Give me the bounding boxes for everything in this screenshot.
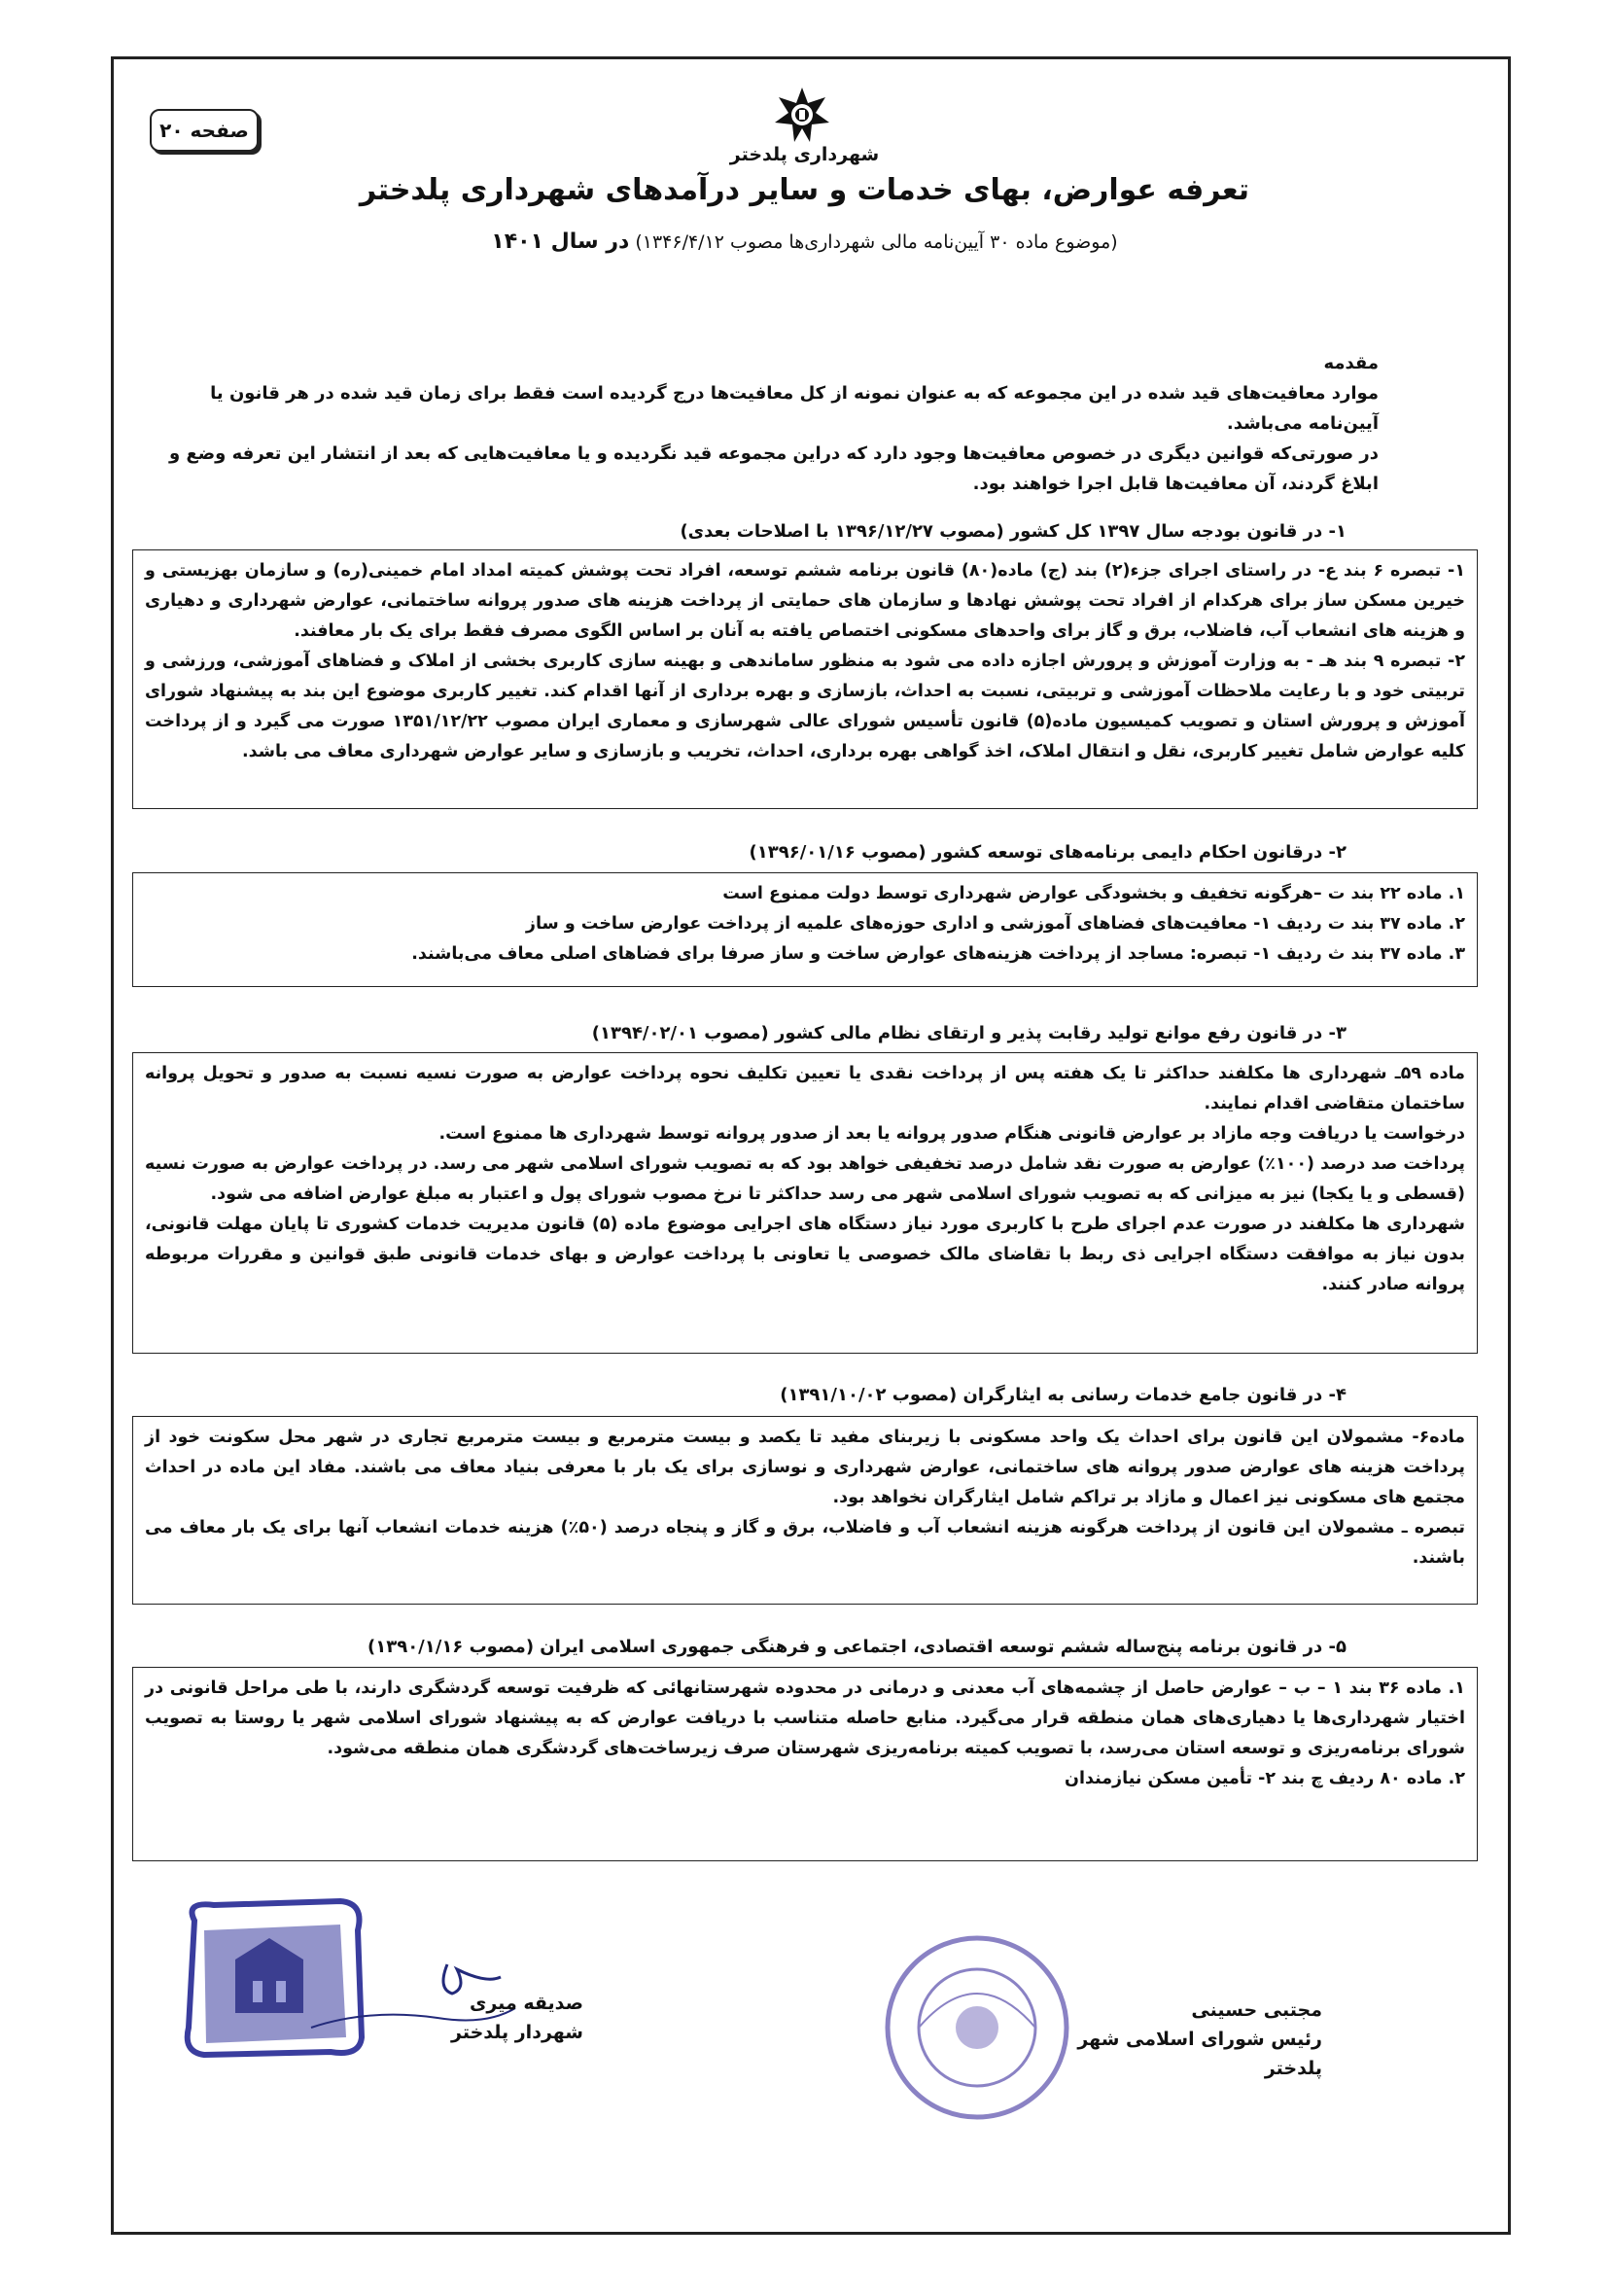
document-subtitle bbox=[0, 230, 1609, 254]
section-heading: ۵- در قانون برنامه پنج‌ساله ششم توسعه اقتصادی، اجتماعی و فرهنگی جمهوری اسلامی ایران (مصوب ۱۳۹۰/۱/۱۶) bbox=[367, 1637, 1347, 1657]
introduction bbox=[146, 348, 1379, 499]
section-box bbox=[132, 1667, 1478, 1861]
section-paragraph: ۱. ماده ۳۶ بند ۱ – ب – عوارض حاصل از چشمه‌های آب معدنی و درمانی در محدوده شهرستانهائی که ظرفیت توسعه گردشگری دارند، با طی مراحل قانونی در اختیار شهرداری‌ها یا دهیاری‌های همان منطقه قرار می‌گیرد. منابع حاصله متناسب با دریافت عوارض که به پیشنهاد شورای اسلامی شهر یا روستا به تصویب شورای برنامه‌ریزی و توسعه استان می‌رسد، با تصویب کمیته برنامه‌ریزی شهرستان صرف زیرساخت‌های گردشگری همان منطقه می‌شود. bbox=[145, 1678, 1465, 1758]
section-heading: ۴- در قانون جامع خدمات رسانی به ایثارگران (مصوب ۱۳۹۱/۱۰/۰۲) bbox=[780, 1385, 1347, 1405]
document-title: تعرفه عوارض، بهای خدمات و سایر درآمدهای شهرداری پلدختر bbox=[359, 173, 1250, 207]
intro-paragraph: در صورتی‌که قوانین دیگری در خصوص معافیت‌ها وجود دارد که دراین مجموعه قید نگردیده و یا معافیت‌هایی که بعد از انتشار این تعرفه وضع و ابلاغ گردند، آن معافیت‌ها قابل اجرا خواهند بود. bbox=[169, 443, 1379, 494]
section-paragraph: ۲- تبصره ۹ بند هـ - به وزارت آموزش و پرورش اجازه داده می شود به منظور ساماندهی و بهینه سازی کاربری بخشی از املاک و فضاهای آموزشی، ورزشی و تربیتی خود و با رعایت ملاحظات آموزشی و تربیتی، نسبت به احداث، بازسازی و بهره برداری از آنها اقدام کند. تغییر کاربری موضوع این بند به پیشنهاد شورای آموزش و پرورش استان و تصویب کمیسیون ماده(۵) قانون تأسیس شورای عالی شهرسازی و معماری ایران مصوب ۱۳۵۱/۱۲/۲۲ صورت می گیرد و از پرداخت کلیه عوارض شامل تغییر کاربری، نقل و انتقال املاک، اخذ گواهی بهره برداری، احداث، تخریب و بازسازی و سایر عوارض شهرداری معاف می باشد. bbox=[145, 652, 1465, 761]
mayor-name: صدیقه میری bbox=[469, 1993, 583, 2014]
section-paragraph: شهرداری ها مکلفند در صورت عدم اجرای طرح با کاربری مورد نیاز دستگاه های اجرایی موضوع ماده (۵) قانون مدیریت خدمات کشوری تا پایان مهلت قانونی، بدون نیاز به موافقت دستگاه اجرایی ذی ربط با تقاضای مالک خصوصی یا تعاونی با پرداخت عوارض و بهای خدمات قانونی طبق قوانین و مقررات مربوطه پروانه صادر کنند. bbox=[145, 1215, 1465, 1294]
section-paragraph: ۲. ماده ۸۰ ردیف چ بند ۲- تأمین مسکن نیازمندان bbox=[1065, 1769, 1465, 1788]
section-box bbox=[132, 549, 1478, 809]
subtitle-year: در سال ۱۴۰۱ bbox=[491, 230, 630, 254]
section-paragraph: تبصره ـ مشمولان این قانون از پرداخت هرگونه هزینه انشعاب آب و فاضلاب، برق و گاز و پنجاه درصد (۵۰٪) هزینه خدمات انشعاب آنها برای یک بار معاف می باشند. bbox=[145, 1518, 1465, 1568]
intro-paragraph: موارد معافیت‌های قید شده در این مجموعه که به عنوان نمونه از کل معافیت‌ها درج گردیده است فقط برای زمان قید شده در هر قانون یا آیین‌نامه می‌باشد. bbox=[210, 383, 1379, 434]
council-chair-name: مجتبی حسینی bbox=[1191, 1999, 1322, 2021]
section-paragraph: ۱. ماده ۲۲ بند ت –هرگونه تخفیف و بخشودگی عوارض شهرداری توسط دولت ممنوع است bbox=[722, 884, 1465, 903]
section-paragraph: ۳. ماده ۳۷ بند ث ردیف ۱- تبصره: مساجد از پرداخت هزینه‌های عوارض ساخت و ساز صرفا برای فضاهای اصلی معاف می‌باشند. bbox=[411, 944, 1465, 964]
intro-heading: مقدمه bbox=[1323, 353, 1379, 373]
mayor-title: شهردار پلدختر bbox=[451, 2022, 583, 2043]
section-box bbox=[132, 872, 1478, 987]
section-box bbox=[132, 1052, 1478, 1354]
mayor-signature-block bbox=[350, 1989, 583, 2047]
section-paragraph: ۱- تبصره ۶ بند ع- در راستای اجرای جزء(۲) بند (ج) ماده(۸۰) قانون برنامه ششم توسعه، افراد تحت پوشش کمیته امداد امام خمینی(ره) و سازمان بهزیستی و خیرین مسکن ساز برای هرکدام از افراد تحت پوشش نهادها و سازمان های حمایتی از پرداخت هزینه های صدور پروانه ساختمانی، عوارض شهرداری و دهیاری و هزینه های انشعاب آب، فاضلاب، برق و گاز برای واحدهای مسکونی اختصاص یافته به آنان بر اساس الگوی مصرف فقط برای یک بار معافند. bbox=[145, 561, 1465, 641]
section-paragraph: ۲. ماده ۳۷ بند ت ردیف ۱- معافیت‌های فضاهای آموزشی و اداری حوزه‌های علمیه از پرداخت عوارض ساخت و ساز bbox=[525, 914, 1465, 934]
organization-name: شهرداری پلدختر bbox=[729, 144, 880, 165]
council-signature-block bbox=[1031, 1996, 1322, 2083]
section-box bbox=[132, 1416, 1478, 1605]
section-heading: ۲- درقانون احکام دایمی برنامه‌های توسعه کشور (مصوب ۱۳۹۶/۰۱/۱۶) bbox=[749, 842, 1347, 863]
section-heading: ۳- در قانون رفع موانع تولید رقابت پذیر و ارتقای نظام مالی کشور (مصوب ۱۳۹۴/۰۲/۰۱) bbox=[591, 1023, 1347, 1043]
council-chair-title: رئیس شورای اسلامی شهر پلدختر bbox=[1077, 2029, 1322, 2079]
subtitle-text: (موضوع ماده ۳۰ آیین‌نامه مالی شهرداری‌ها مصوب ۱۳۴۶/۴/۱۲) bbox=[635, 231, 1118, 253]
section-paragraph: پرداخت صد درصد (۱۰۰٪) عوارض به صورت نقد شامل درصد تخفیفی خواهد بود که به تصویب شورای اسلامی شهر می رسد. در پرداخت عوارض به صورت نسیه (قسطی و یا یکجا) نیز به میزانی که به تصویب شورای اسلامی شهر می رسد حداکثر تا نرخ مصوب شورای پول و اعتبار به مبلغ عوارض اضافه می شود. bbox=[145, 1154, 1465, 1204]
section-paragraph: ماده۶- مشمولان این قانون برای احداث یک واحد مسکونی با زیربنای مفید تا یکصد و بیست مترمربع و بیست مترمربع تجاری در شهر محل سکونت خود از پرداخت هزینه های عوارض صدور پروانه های ساختمانی، عوارض شهرداری و نوسازی برای یک بار با معرفی بنیاد معاف می باشند. مفاد این ماده در احداث مجتمع های مسکونی نیز اعمال و مازاد بر تراکم شامل ایثارگران نخواهد بود. bbox=[145, 1428, 1465, 1507]
section-paragraph: ماده ۵۹ـ شهرداری ها مکلفند حداکثر تا یک هفته پس از پرداخت نقدی یا تعیین تکلیف نحوه پرداخت عوارض به صورت نسیه نسبت به صدور و تحویل پروانه ساختمان متقاضی اقدام نمایند. bbox=[145, 1064, 1465, 1113]
page-number-label: صفحه ۲۰ bbox=[150, 109, 259, 152]
section-paragraph: درخواست یا دریافت وجه مازاد بر عوارض قانونی هنگام صدور پروانه یا بعد از صدور پروانه توسط شهرداری ها ممنوع است. bbox=[438, 1124, 1465, 1144]
municipality-logo-icon bbox=[773, 86, 831, 144]
section-heading: ۱- در قانون بودجه سال ۱۳۹۷ کل کشور (مصوب ۱۳۹۶/۱۲/۲۷ با اصلاحات بعدی) bbox=[680, 521, 1347, 542]
